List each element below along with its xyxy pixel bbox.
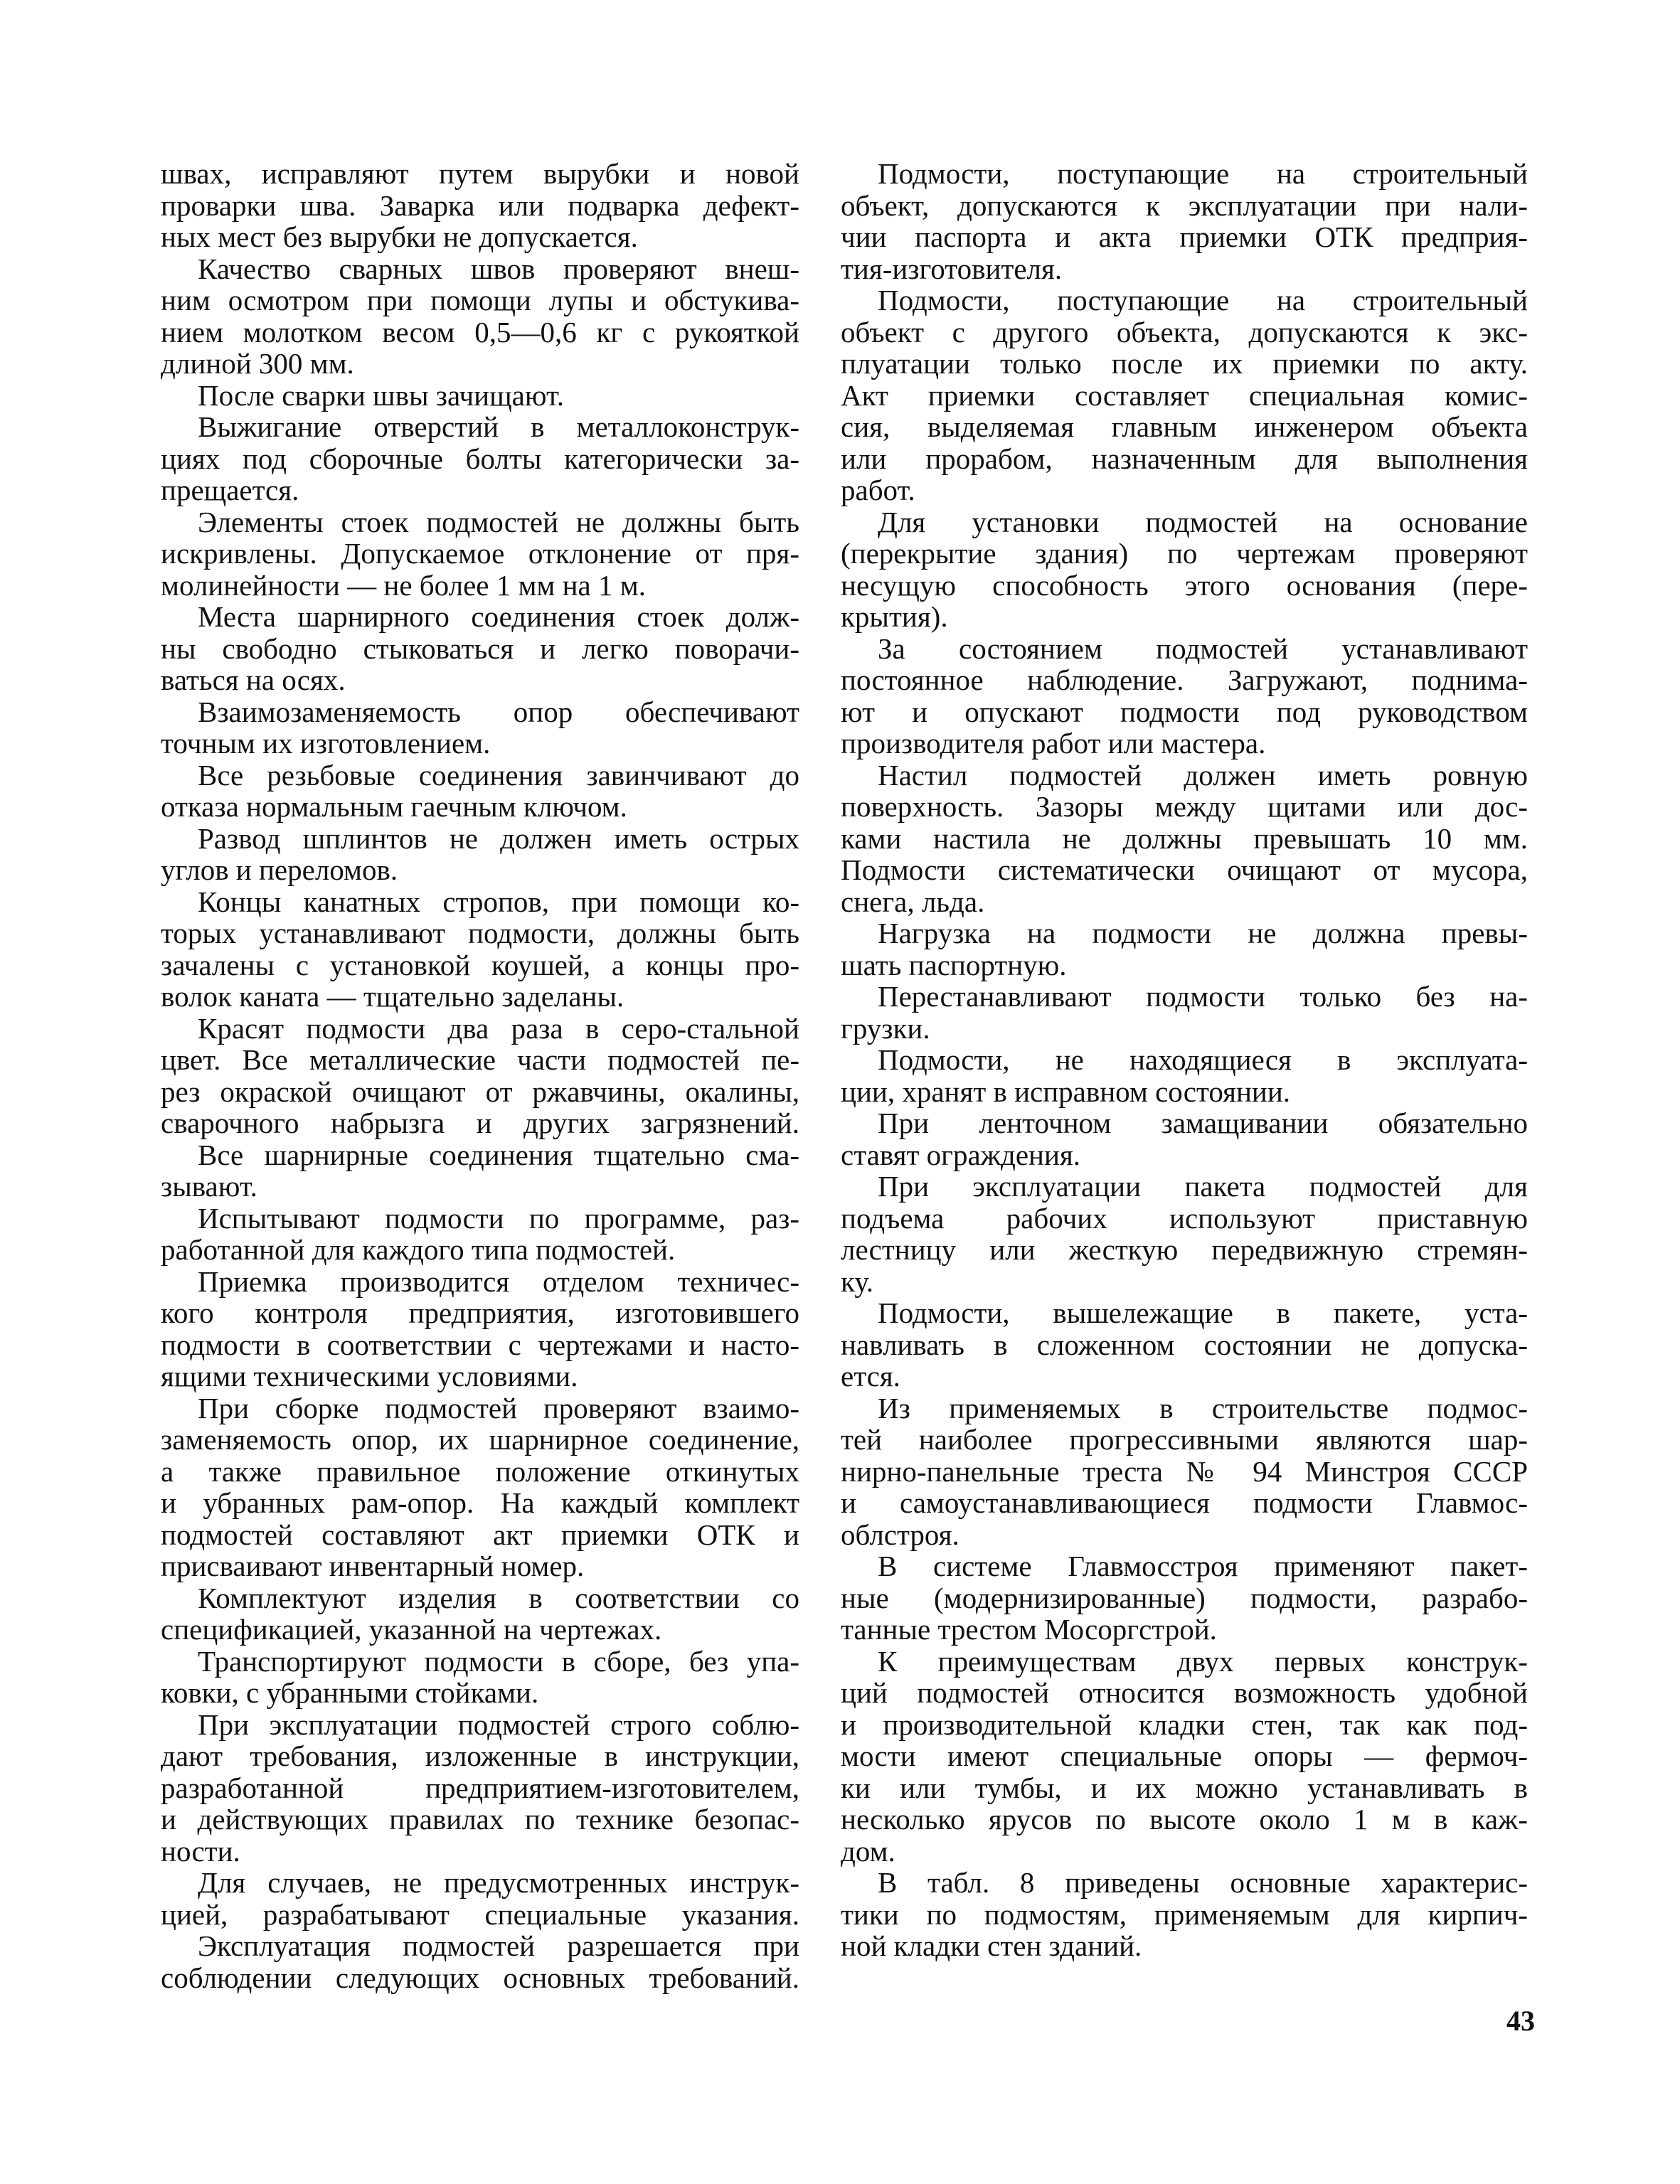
left-text-column xyxy=(161,158,799,1993)
right-text-column xyxy=(841,158,1528,1962)
paragraph xyxy=(841,1550,1528,1646)
text-line: искривлены. Допускаемое отклонение от пря- xyxy=(161,537,799,570)
text-line: спецификацией, указанной на чертежах. xyxy=(161,1613,662,1646)
text-line: ных мест без вырубки не допускается. xyxy=(161,220,638,253)
text-line: соблюдении следующих основных требований. xyxy=(161,1961,799,1994)
paragraph xyxy=(161,696,799,760)
text-line: работ. xyxy=(841,474,915,506)
paragraph xyxy=(161,886,799,1013)
paragraph xyxy=(161,1646,799,1709)
text-line: молинейности — не более 1 мм на 1 м. xyxy=(161,568,646,602)
text-line: ку. xyxy=(841,1264,873,1298)
text-line: К преимуществам двух первых конструк- xyxy=(878,1644,1528,1678)
text-line: поверхность. Зазоры между щитами или дос- xyxy=(841,790,1528,823)
text-line: разработанной предприятием-изготовителем, xyxy=(161,1771,799,1804)
paragraph xyxy=(161,158,799,253)
text-line: ящими техническими условиями. xyxy=(161,1360,578,1392)
text-line: прещается. xyxy=(161,474,299,506)
text-line: циях под сборочные болты категорически за- xyxy=(161,442,799,475)
text-line: ции, хранят в исправном состоянии. xyxy=(841,1075,1291,1108)
text-line: тия-изготовителя. xyxy=(841,252,1063,285)
text-line: ные (модернизированные) подмости, разрабо- xyxy=(841,1581,1528,1614)
text-line: цией, разрабатывают специальные указания. xyxy=(161,1897,799,1931)
text-line: и убранных рам-опор. На каждый комплект xyxy=(161,1486,799,1519)
text-line: Испытывают подмости по программе, раз- xyxy=(198,1201,799,1235)
paragraph xyxy=(841,1044,1528,1107)
text-line: и самоустанавливающиеся подмости Главмос- xyxy=(841,1486,1528,1519)
text-line: При сборке подмостей проверяют взаимо- xyxy=(198,1391,799,1424)
text-line: волок каната — тщательно заделаны. xyxy=(161,980,624,1013)
text-line: чии паспорта и акта приемки ОТК предприя- xyxy=(841,220,1528,253)
paragraph xyxy=(161,1867,799,1930)
text-line: Качество сварных швов проверяют внеш- xyxy=(198,252,799,285)
text-line: Подмости, не находящиеся в эксплуата- xyxy=(878,1043,1528,1076)
text-line: Все шарнирные соединения тщательно сма- xyxy=(198,1138,799,1171)
text-line: цвет. Все металлические части подмостей пе- xyxy=(161,1043,799,1076)
text-line: Развод шплинтов не должен иметь острых xyxy=(198,821,799,855)
paragraph xyxy=(161,1203,799,1266)
text-line: шать паспортную. xyxy=(841,948,1067,981)
text-line: рез окраской очищают от ржавчины, окалины, xyxy=(161,1075,799,1108)
text-line: подмости в соответствии с чертежами и насто- xyxy=(161,1328,799,1361)
paragraph xyxy=(841,158,1528,284)
paragraph xyxy=(161,1266,799,1392)
text-line: зывают. xyxy=(161,1170,257,1203)
paragraph xyxy=(161,760,799,823)
paragraph xyxy=(161,1392,799,1582)
text-line: и действующих правилах по технике безопас- xyxy=(161,1803,799,1836)
text-line: ками настила не должны превышать 10 мм. xyxy=(841,821,1528,855)
text-line: Все резьбовые соединения завинчивают до xyxy=(198,758,799,792)
text-line: Для случаев, не предусмотренных инструк- xyxy=(198,1866,799,1899)
paragraph xyxy=(841,284,1528,506)
text-line: танные трестом Мосоргстрой. xyxy=(841,1613,1217,1646)
text-line: ставят ограждения. xyxy=(841,1138,1081,1171)
text-line: а также правильное положение откинутых xyxy=(161,1454,799,1488)
text-line: производителя работ или мастера. xyxy=(841,727,1266,760)
text-line: При ленточном замащивании обязательно xyxy=(878,1107,1528,1139)
text-line: Акт приемки составляет специальная комис- xyxy=(841,378,1528,412)
paragraph xyxy=(841,1392,1528,1551)
paragraph xyxy=(161,253,799,380)
paragraph xyxy=(161,1139,799,1203)
text-line: (перекрытие здания) по чертежам проверяют xyxy=(841,537,1528,570)
paragraph xyxy=(161,411,799,506)
text-line: сварочного набрызга и других загрязнений. xyxy=(161,1107,799,1139)
text-line: ций подмостей относится возможность удобной xyxy=(841,1676,1528,1709)
text-line: За состоянием подмостей устанавливают xyxy=(878,632,1528,665)
text-line: снега, льда. xyxy=(841,885,985,918)
text-line: мости имеют специальные опоры — фермоч- xyxy=(841,1740,1528,1772)
text-line: нием молотком весом 0,5—0,6 кг с рукояткой xyxy=(161,315,799,348)
paragraph xyxy=(841,1297,1528,1392)
paragraph xyxy=(841,1646,1528,1868)
text-line: работанной для каждого типа подмостей. xyxy=(161,1233,676,1266)
text-line: и производительной кладки стен, так как под- xyxy=(841,1708,1528,1741)
text-line: подъема рабочих используют приставную xyxy=(841,1201,1528,1235)
text-line: постоянное наблюдение. Загружают, поднима- xyxy=(841,664,1528,696)
text-line: Подмости, поступающие на строительный xyxy=(878,284,1528,316)
text-line: или прорабом, назначенным для выполнения xyxy=(841,442,1528,475)
text-line: несущую способность этого основания (пере- xyxy=(841,568,1528,602)
paragraph xyxy=(841,506,1528,633)
text-line: Подмости, вышележащие в пакете, уста- xyxy=(878,1296,1528,1329)
paragraph xyxy=(841,981,1528,1044)
paragraph xyxy=(161,380,799,412)
text-line: длиной 300 мм. xyxy=(161,347,354,380)
text-line: отказа нормальным гаечным ключом. xyxy=(161,790,627,823)
text-line: Красят подмости два раза в серо-стальной xyxy=(198,1011,799,1045)
paragraph xyxy=(841,760,1528,918)
text-line: объект, допускаются к эксплуатации при нали- xyxy=(841,188,1528,222)
text-line: точным их изготовлением. xyxy=(161,727,491,760)
text-line: плуатации только после их приемки по акту. xyxy=(841,347,1528,380)
text-line: грузки. xyxy=(841,1011,930,1045)
text-line: Транспортируют подмости в сборе, без упа- xyxy=(198,1644,799,1678)
text-line: Перестанавливают подмости только без на- xyxy=(878,980,1528,1013)
text-line: ваться на осях. xyxy=(161,664,346,696)
text-line: кого контроля предприятия, изготовившего xyxy=(161,1296,799,1329)
paragraph xyxy=(161,1013,799,1139)
text-line: проварки шва. Заварка или подварка дефект- xyxy=(161,188,799,222)
paragraph xyxy=(841,1107,1528,1171)
text-line: Приемка производится отделом техничес- xyxy=(198,1264,799,1298)
text-line: ности. xyxy=(161,1834,240,1868)
text-line: несколько ярусов по высоте около 1 м в каж- xyxy=(841,1803,1528,1836)
text-line: сия, выделяемая главным инженером объекта xyxy=(841,410,1528,443)
text-line: ним осмотром при помощи лупы и обстукива- xyxy=(161,284,799,316)
text-line: ны свободно стыковаться и легко поворачи- xyxy=(161,632,799,665)
text-line: швах, исправляют путем вырубки и новой xyxy=(161,157,799,190)
text-line: При эксплуатации пакета подмостей для xyxy=(878,1170,1528,1203)
text-line: ки или тумбы, и их можно устанавливать в xyxy=(841,1771,1528,1804)
text-line: заменяемость опор, их шарнирное соединение, xyxy=(161,1423,799,1456)
text-line: ковки, с убранными стойками. xyxy=(161,1676,539,1709)
text-line: дом. xyxy=(841,1834,895,1868)
text-line: Концы канатных стропов, при помощи ко- xyxy=(198,885,799,918)
text-line: Места шарнирного соединения стоек долж- xyxy=(198,600,799,633)
paragraph xyxy=(841,1171,1528,1297)
paragraph xyxy=(161,601,799,696)
text-line: Подмости, поступающие на строительный xyxy=(878,157,1528,190)
text-line: Нагрузка на подмости не должна превы- xyxy=(878,917,1528,949)
paragraph xyxy=(161,1709,799,1868)
paragraph xyxy=(841,1867,1528,1962)
text-line: тики по подмостям, применяемым для кирпич- xyxy=(841,1897,1528,1931)
paragraph xyxy=(841,633,1528,760)
text-line: После сварки швы зачищают. xyxy=(198,378,565,412)
text-line: Комплектуют изделия в соответствии со xyxy=(198,1581,799,1614)
text-line: крытия). xyxy=(841,600,948,633)
text-line: дают требования, изложенные в инструкции, xyxy=(161,1740,799,1772)
text-line: Элементы стоек подмостей не должны быть xyxy=(198,505,799,538)
text-line: ется. xyxy=(841,1360,900,1392)
text-line: лестницу или жесткую передвижную стремян- xyxy=(841,1233,1528,1266)
paragraph xyxy=(161,1930,799,1993)
text-line: ной кладки стен зданий. xyxy=(841,1929,1142,1962)
text-line: Настил подмостей должен иметь ровную xyxy=(878,758,1528,792)
text-line: тей наиболее прогрессивными являются шар- xyxy=(841,1423,1528,1456)
text-line: объект с другого объекта, допускаются к экс- xyxy=(841,315,1528,348)
text-line: торых устанавливают подмости, должны быть xyxy=(161,917,799,949)
text-line: В табл. 8 приведены основные характерис- xyxy=(878,1866,1528,1899)
text-line: углов и переломов. xyxy=(161,853,398,886)
text-line: Подмости систематически очищают от мусора, xyxy=(841,853,1528,886)
paragraph xyxy=(841,917,1528,981)
text-line: подмостей составляют акт приемки ОТК и xyxy=(161,1518,799,1551)
text-line: навливать в сложенном состоянии не допуска- xyxy=(841,1328,1528,1361)
text-line: зачалены с установкой коушей, а концы про- xyxy=(161,948,799,981)
paragraph xyxy=(161,823,799,886)
text-line: При эксплуатации подмостей строго соблю- xyxy=(198,1708,799,1741)
text-line: нирно-панельные треста № 94 Минстроя СССР xyxy=(841,1454,1528,1488)
page-number: 43 xyxy=(1506,2005,1535,2037)
text-line: Из применяемых в строительстве подмос- xyxy=(878,1391,1528,1424)
text-line: облстроя. xyxy=(841,1518,959,1551)
text-line: Взаимозаменяемость опор обеспечивают xyxy=(198,695,799,728)
text-line: присваивают инвентарный номер. xyxy=(161,1550,585,1582)
text-line: Эксплуатация подмостей разрешается при xyxy=(198,1929,799,1962)
text-line: В системе Главмосстроя применяют пакет- xyxy=(878,1550,1528,1582)
text-line: ют и опускают подмости под руководством xyxy=(841,695,1528,728)
text-line: Выжигание отверстий в металлоконструк- xyxy=(198,410,799,443)
paragraph xyxy=(161,506,799,602)
paragraph xyxy=(161,1582,799,1646)
text-line: Для установки подмостей на основание xyxy=(878,505,1528,538)
